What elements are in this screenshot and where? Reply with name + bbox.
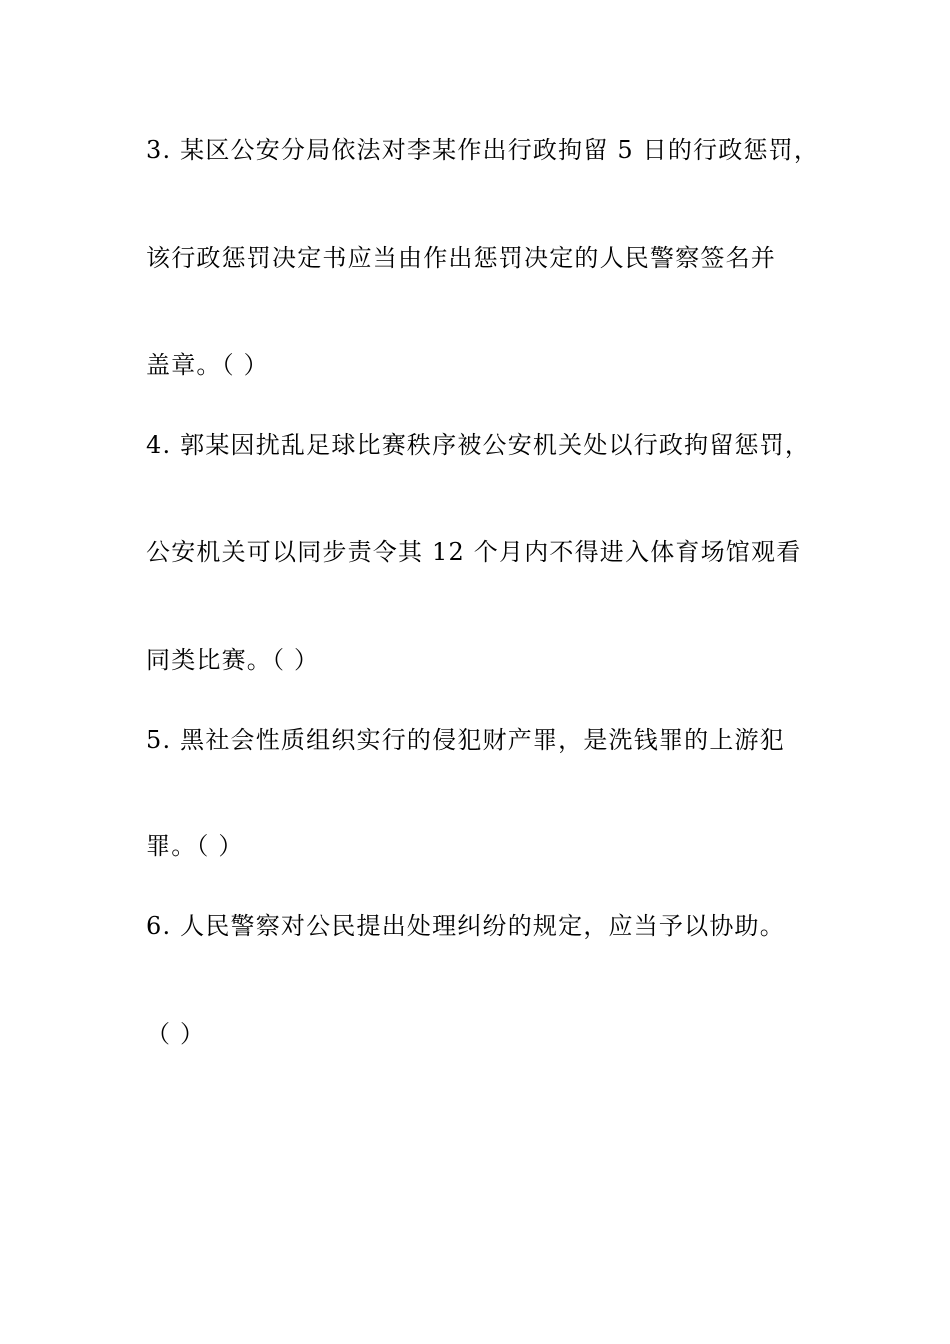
question-6-line-2: （ ） [146,1020,206,1048]
question-3-line-3: 盖章。（ ） [146,351,269,379]
question-6-line-1: 6. 人民警察对公民提出处理纠纷的规定，应当予以协助。 [146,912,785,940]
question-5-line-2: 罪。（ ） [146,832,244,860]
question-4-line-3: 同类比赛。（ ） [146,646,320,674]
question-4-line-1: 4. 郭某因扰乱足球比赛秩序被公安机关处以行政拘留惩罚， [146,431,811,459]
question-4-line-2: 公安机关可以同步责令其 12 个月内不得进入体育场馆观看 [146,538,802,566]
question-5-line-1: 5. 黑社会性质组织实行的侵犯财产罪，是洗钱罪的上游犯 [146,726,785,754]
question-3-line-1: 3. 某区公安分局依法对李某作出行政拘留 5 日的行政惩罚， [146,136,820,164]
question-3-line-2: 该行政惩罚决定书应当由作出惩罚决定的人民警察签名并 [146,244,776,272]
